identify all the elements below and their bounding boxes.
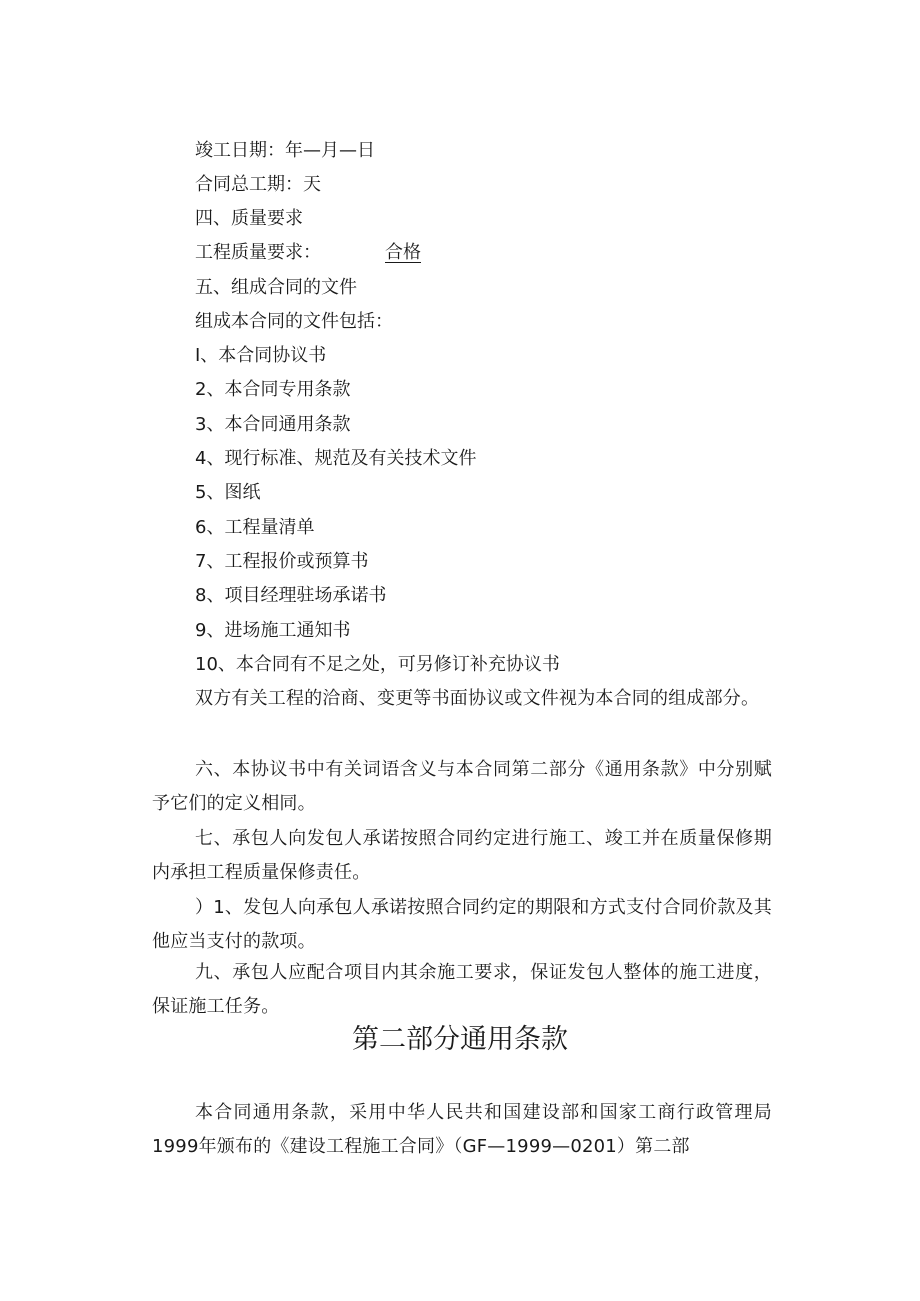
doc-list-item: 4、现行标准、规范及有关技术文件 — [195, 448, 477, 469]
completion-date-line: 竣工日期：年—月—日 — [195, 140, 375, 161]
doc-list-item: 9、进场施工通知书 — [195, 620, 351, 641]
section-five-heading: 五、组成合同的文件 — [195, 277, 357, 298]
total-duration-line: 合同总工期：天 — [195, 174, 321, 195]
doc-list-item: 5、图纸 — [195, 482, 261, 503]
doc-list-item: 7、工程报价或预算书 — [195, 551, 369, 572]
quality-label: 工程质量要求： — [195, 242, 321, 263]
doc-list-item: 2、本合同专用条款 — [195, 379, 351, 400]
paragraph-amendments: 双方有关工程的洽商、变更等书面协议或文件视为本合同的组成部分。 — [195, 688, 760, 709]
paragraph-seven-contractor-promise: 七、承包人向发包人承诺按照合同约定进行施工、竣工并在质量保修期内承担工程质量保修责任。 — [152, 828, 772, 883]
section-heading-general-terms: 第二部分通用条款 — [352, 1024, 568, 1055]
paragraph-six-definitions: 六、本协议书中有关词语含义与本合同第二部分《通用条款》中分别赋予它们的定义相同。 — [152, 759, 772, 814]
quality-value: 合格 — [385, 242, 421, 263]
quality-requirement-line — [195, 241, 421, 265]
doc-list-item: 10、本合同有不足之处，可另修订补充协议书 — [195, 654, 560, 675]
paragraph-eight-employer-promise: ）1、发包人向承包人承诺按照合同约定的期限和方式支付合同价款及其他应当支付的款项。 — [152, 897, 772, 952]
doc-list-item: 8、项目经理驻场承诺书 — [195, 585, 387, 606]
paragraph-general-terms-intro: 本合同通用条款，采用中华人民共和国建设部和国家工商行政管理局1999年颁布的《建设工程施工合同》（GF—1999—0201）第二部 — [152, 1102, 772, 1157]
documents-intro: 组成本合同的文件包括： — [195, 311, 393, 332]
paragraph-nine-cooperation: 九、承包人应配合项目内其余施工要求，保证发包人整体的施工进度，保证施工任务。 — [152, 962, 772, 1017]
doc-list-item: 3、本合同通用条款 — [195, 414, 351, 435]
section-four-heading: 四、质量要求 — [195, 208, 303, 229]
doc-list-item: 6、工程量清单 — [195, 517, 315, 538]
doc-list-item: I、本合同协议书 — [195, 345, 327, 366]
